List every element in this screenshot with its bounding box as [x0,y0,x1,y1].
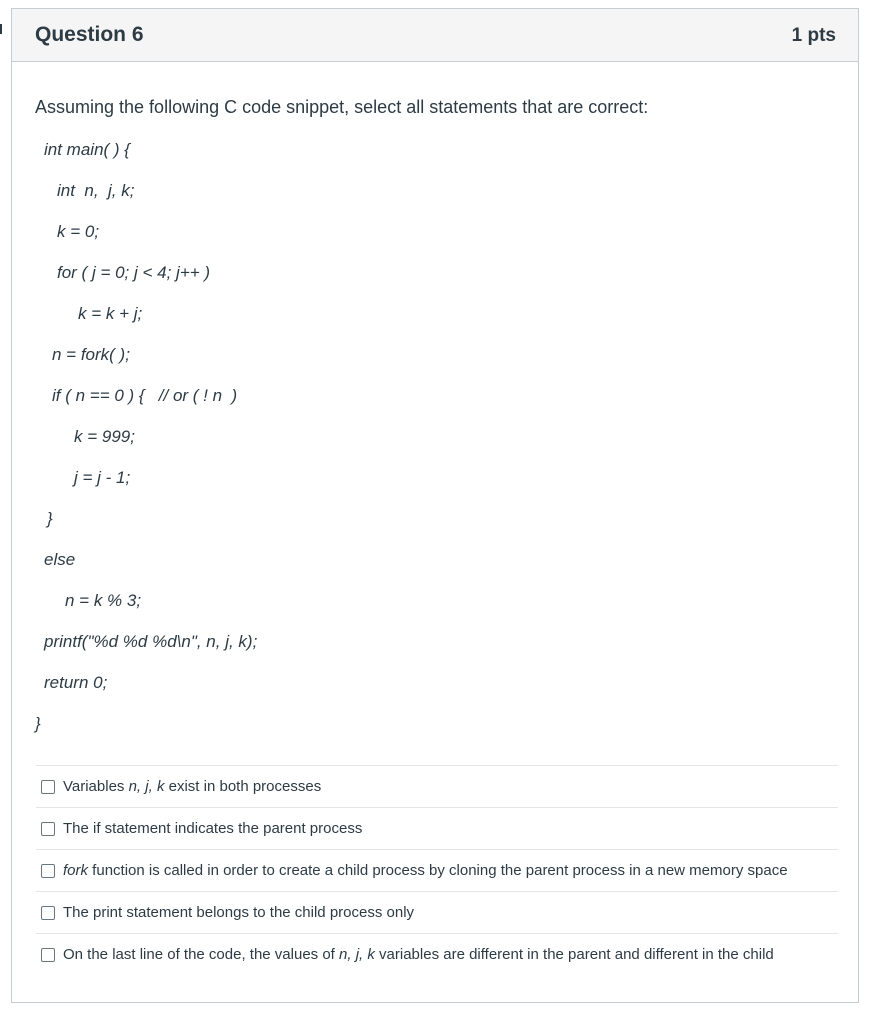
code-line: } [35,714,41,733]
checkbox[interactable] [41,948,55,962]
left-edge-marker [0,24,2,34]
code-line: return 0; [44,673,108,692]
answer-label: Variables n, j, k exist in both processes [63,778,322,795]
answer-list [36,765,838,975]
code-line: n = fork( ); [52,345,130,364]
question-header [12,9,858,62]
code-line: int n, j, k; [57,181,135,200]
question-points: 1 pts [791,25,836,46]
answer-label: fork function is called in order to create a child process by cloning the parent process in a new memory space [63,862,788,879]
code-line: k = k + j; [78,304,143,323]
answer-label: On the last line of the code, the values of n, j, k variables are different in the parent and different in the child [63,946,774,963]
answer-option[interactable] [36,849,838,891]
question-title: Question 6 [35,23,144,46]
code-line: for ( j = 0; j < 4; j++ ) [57,263,211,282]
code-line: n = k % 3; [65,591,142,610]
question-card [11,8,859,1003]
code-line: int main( ) { [44,140,130,159]
answer-option[interactable] [36,765,838,807]
answer-label: The if statement indicates the parent process [63,820,363,837]
checkbox[interactable] [41,822,55,836]
answer-option[interactable] [36,933,838,975]
code-line: k = 999; [74,427,135,446]
code-line: printf("%d %d %d\n", n, j, k); [44,632,258,651]
answer-option[interactable] [36,807,838,849]
code-line: k = 0; [57,222,100,241]
answer-option[interactable] [36,891,838,933]
code-line: j = j - 1; [74,468,131,487]
code-line: if ( n == 0 ) { // or ( ! n ) [52,386,238,405]
question-prompt: Assuming the following C code snippet, select all statements that are correct: [35,97,649,117]
code-line: else [44,550,76,569]
checkbox[interactable] [41,780,55,794]
answer-label: The print statement belongs to the child process only [63,904,415,921]
code-line: } [47,509,53,528]
checkbox[interactable] [41,906,55,920]
checkbox[interactable] [41,864,55,878]
